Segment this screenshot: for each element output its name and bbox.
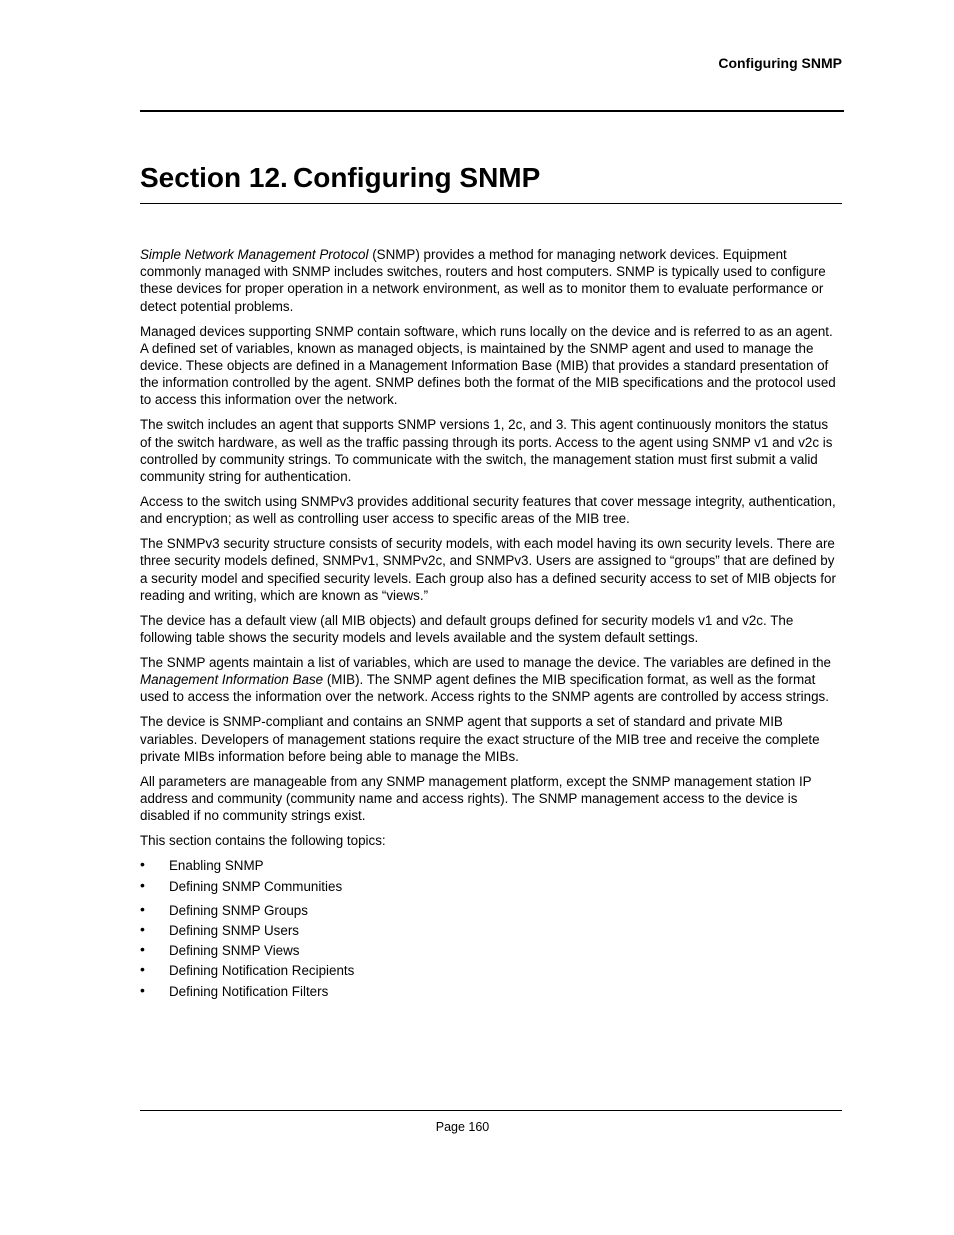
topic-item <box>140 983 842 1003</box>
paragraph-snmp-agents-text-b: (MIB). The SNMP agent defines the MIB specification format, as well as the format used to access the information over the network. Access rights to the SNMP agents are controlled by access strings. <box>140 672 829 705</box>
running-header-title: Configuring SNMP <box>718 55 842 71</box>
term-snmp: Simple Network Management Protocol <box>140 247 369 262</box>
topic-label: Defining SNMP Communities <box>169 878 343 894</box>
topic-item <box>140 878 842 902</box>
bullet-icon: • <box>140 941 145 958</box>
section-number: Section 12. <box>140 162 288 193</box>
paragraph-default-view: The device has a default view (all MIB objects) and default groups defined for security models v1 and v2c. The following table shows the security models and levels available and the system default settings. <box>140 612 794 646</box>
topic-item <box>140 962 842 982</box>
section-title: Configuring SNMP <box>293 162 541 193</box>
topic-item <box>140 902 842 922</box>
bullet-icon: • <box>140 961 145 978</box>
section-heading <box>140 160 842 196</box>
topic-label: Enabling SNMP <box>169 858 264 874</box>
bullet-icon: • <box>140 981 145 998</box>
bullet-icon: • <box>140 920 145 937</box>
section-rule <box>140 203 842 204</box>
topic-label: Defining SNMP Groups <box>169 902 308 918</box>
header-rule <box>140 110 844 112</box>
page-number: Page 160 <box>435 1120 490 1134</box>
paragraph-topics-intro: This section contains the following topics: <box>140 833 386 849</box>
paragraph-parameters: All parameters are manageable from any SNMP management platform, except the SNMP management station IP address and community (community name and access rights). The SNMP management access to the device is disabled if no community strings exist. <box>140 773 812 824</box>
paragraph-security-structure: The SNMPv3 security structure consists of security models, with each model having its own security levels. There are three security models defined, SNMPv1, SNMPv2c, and SNMPv3. Users are assigned to “groups” that are defined by a security model and specified security levels. Each group also has a defined security access to set of MIB objects for reading and writing, which are known as “views.” <box>140 536 836 603</box>
paragraph-snmp-agents <box>140 654 842 706</box>
bullet-icon: • <box>140 876 145 893</box>
paragraph-snmp-agents-text-a: The SNMP agents maintain a list of variables, which are used to manage the device. The variables are defined in the <box>140 655 832 671</box>
topic-item <box>140 857 842 877</box>
topic-label: Defining Notification Filters <box>169 983 329 999</box>
paragraph-snmpv3-access: Access to the switch using SNMPv3 provides additional security features that cover message integrity, authentication, and encryption; as well as controlling user access to specific areas of the MIB tree. <box>140 494 836 527</box>
paragraph-managed-devices: Managed devices supporting SNMP contain software, which runs locally on the device and is referred to as an agent. A defined set of variables, known as managed objects, is maintained by the SNMP agent and used to manage the device. These objects are defined in a Management Information Base (MIB) that provides a standard presentation of the information controlled by the agent. SNMP defines both the format of the MIB specifications and the protocol used to access this information over the network. <box>140 323 836 408</box>
paragraph-intro <box>140 246 842 315</box>
topic-item <box>140 922 842 942</box>
paragraph-switch-agent: The switch includes an agent that supports SNMP versions 1, 2c, and 3. This agent continuously monitors the status of the switch hardware, as well as the traffic passing through its ports. Access to the agent using SNMP v1 and v2c is controlled by community strings. To communicate with the switch, the management station must first submit a valid community string for authentication. <box>140 417 833 485</box>
paragraph-snmp-compliant: The device is SNMP-compliant and contains an SNMP agent that supports a set of standard and private MIB variables. Developers of management stations require the exact structure of the MIB tree and receive the complete private MIBs information before being able to manage the MIBs. <box>140 714 820 764</box>
bullet-icon: • <box>140 900 145 917</box>
paragraph-intro-text: (SNMP) provides a method for managing network devices. Equipment commonly managed with SNMP includes switches, routers and host computers. SNMP is typically used to configure these devices for proper operation in a network environment, as well as to monitor them to evaluate performance or detect potential problems. <box>140 247 826 314</box>
body-text <box>140 246 842 1003</box>
term-mib: Management Information Base <box>140 672 324 688</box>
topic-label: Defining SNMP Views <box>169 943 300 959</box>
bullet-icon: • <box>140 856 145 873</box>
footer-rule <box>140 1110 842 1111</box>
topic-label: Defining Notification Recipients <box>169 963 355 979</box>
topic-item <box>140 942 842 962</box>
topic-label: Defining SNMP Users <box>169 922 299 938</box>
topics-list <box>140 857 842 1003</box>
